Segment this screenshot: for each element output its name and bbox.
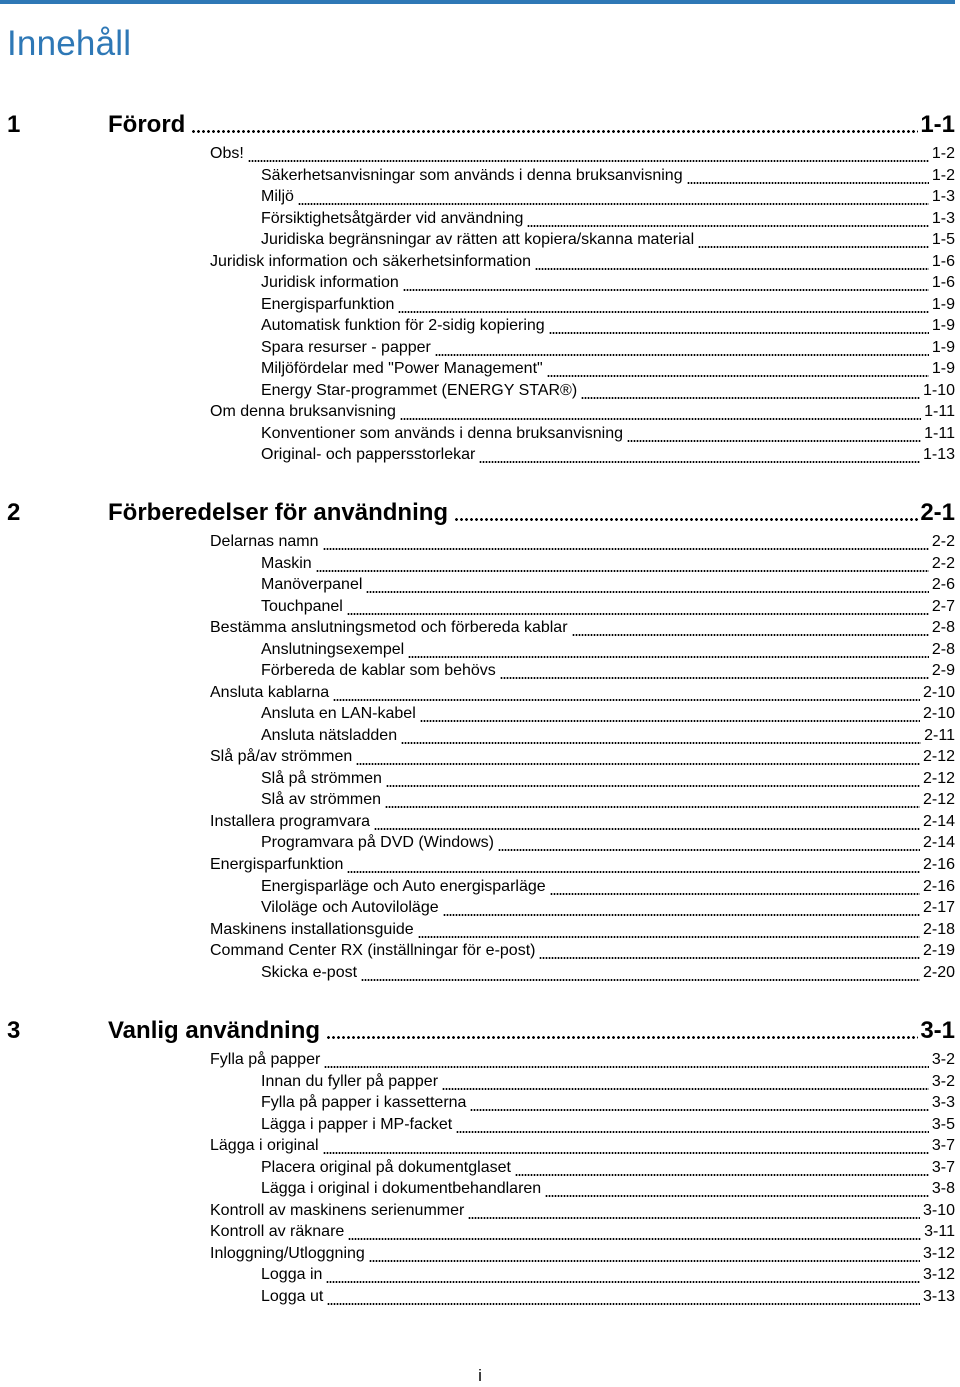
- entry-page-number: 2-10: [922, 705, 955, 723]
- toc-section-entry[interactable]: [210, 942, 955, 963]
- entry-page-number: 3-3: [931, 1094, 955, 1112]
- dot-leader: [550, 893, 920, 895]
- chapter-page-number: 3-1: [920, 1017, 955, 1044]
- chapter-number: 3: [7, 1017, 21, 1044]
- entry-title: Original- och pappersstorlekar: [261, 446, 476, 464]
- dot-leader: [454, 518, 918, 521]
- entry-title: Kontroll av räknare: [210, 1223, 345, 1241]
- entry-title: Placera original på dokumentglaset: [261, 1158, 511, 1176]
- entry-title: Energisparläge och Auto energisparläge: [261, 877, 546, 895]
- toc-section-entry[interactable]: [210, 145, 955, 166]
- entry-page-number: 3-13: [922, 1287, 955, 1305]
- entry-title: Juridiska begränsningar av rätten att kopiera/skanna material: [261, 231, 695, 249]
- entry-page-number: 2-20: [922, 963, 955, 981]
- chapter-number: 2: [7, 499, 21, 526]
- chapter-number: 1: [7, 111, 21, 138]
- dot-leader: [361, 979, 920, 981]
- entry-title: Ansluta kablarna: [210, 683, 330, 701]
- entry-title: Energisparfunktion: [210, 856, 344, 873]
- entry-title: Slå på strömmen: [261, 769, 382, 787]
- entry-title: Energy Star-programmet (ENERGY STAR®): [261, 381, 578, 399]
- entry-page-number: 2-8: [931, 619, 955, 637]
- dot-leader: [298, 203, 929, 205]
- dot-leader: [323, 1152, 929, 1154]
- entry-title: Ansluta nätsladden: [261, 726, 398, 744]
- toc-subsection-entry[interactable]: [261, 274, 955, 295]
- toc-subsection-entry[interactable]: [261, 1266, 955, 1287]
- entry-title: Fylla på papper: [210, 1051, 321, 1068]
- dot-leader: [356, 763, 920, 765]
- toc-section-entry[interactable]: [210, 684, 955, 705]
- toc-section-entry[interactable]: [210, 748, 955, 769]
- entry-title: Viloläge och Autoviloläge: [261, 899, 439, 916]
- dot-leader: [403, 289, 929, 291]
- entry-title: Kontroll av maskinens serienummer: [210, 1201, 465, 1219]
- entry-title: Konventioner som används i denna bruksanvisning: [261, 424, 624, 442]
- header-rule: [0, 0, 955, 4]
- entry-page-number: 3-7: [931, 1137, 955, 1155]
- toc-subsection-entry[interactable]: [261, 662, 955, 683]
- chapter-page-number: 2-1: [920, 499, 955, 526]
- entry-page-number: 1-3: [931, 209, 955, 227]
- dot-leader: [545, 1195, 929, 1197]
- toc-subsection-entry[interactable]: [261, 964, 955, 985]
- dot-leader: [327, 1303, 920, 1305]
- dot-leader: [527, 225, 929, 227]
- entry-page-number: 1-2: [931, 145, 955, 162]
- toc-subsection-entry[interactable]: [261, 878, 955, 899]
- toc-subsection-entry[interactable]: [261, 446, 955, 467]
- entry-page-number: 2-12: [922, 748, 955, 766]
- entry-title: Fylla på papper i kassetterna: [261, 1094, 467, 1112]
- toc-section-entry[interactable]: [210, 253, 955, 274]
- dot-leader: [326, 1281, 920, 1283]
- entry-page-number: 1-13: [922, 446, 955, 464]
- dot-leader: [323, 548, 929, 550]
- entry-title: Innan du fyller på papper: [261, 1072, 439, 1090]
- toc-subsection-entry[interactable]: [261, 425, 955, 446]
- entry-title: Lägga i papper i MP-facket: [261, 1115, 453, 1133]
- entry-title: Logga ut: [261, 1287, 324, 1305]
- entry-page-number: 1-9: [931, 317, 955, 335]
- entry-page-number: 2-11: [924, 726, 955, 744]
- dot-leader: [468, 1217, 920, 1219]
- dot-leader: [408, 656, 929, 658]
- dot-leader: [581, 397, 920, 399]
- entry-title: Inloggning/Utloggning: [210, 1244, 365, 1262]
- entry-title: Bestämma anslutningsmetod och förbereda kablar: [210, 619, 568, 637]
- entry-title: Skicka e-post: [261, 963, 358, 981]
- toc-section-entry[interactable]: [210, 533, 955, 554]
- entry-page-number: 1-11: [924, 403, 955, 421]
- entry-page-number: 2-14: [922, 812, 955, 830]
- dot-leader: [498, 849, 920, 851]
- chapter-page-number: 1-1: [920, 111, 955, 138]
- toc-section-entry[interactable]: [210, 403, 955, 424]
- entry-page-number: 1-9: [931, 295, 955, 313]
- entry-page-number: 1-9: [931, 360, 955, 378]
- dot-leader: [369, 1260, 920, 1262]
- dot-leader: [535, 268, 929, 270]
- dot-leader: [366, 591, 928, 593]
- entry-page-number: 1-10: [922, 381, 955, 399]
- entry-title: Delarnas namn: [210, 533, 319, 550]
- dot-leader: [418, 936, 920, 938]
- toc-subsection-entry[interactable]: [261, 770, 955, 791]
- dot-leader: [386, 785, 920, 787]
- entry-title: Förbereda de kablar som behövs: [261, 662, 496, 680]
- entry-page-number: 2-6: [931, 576, 955, 594]
- toc-subsection-entry[interactable]: [261, 791, 955, 812]
- entry-title: Touchpanel: [261, 597, 343, 615]
- dot-leader: [435, 354, 929, 356]
- toc-section-entry[interactable]: [210, 856, 955, 877]
- entry-page-number: 3-2: [931, 1072, 955, 1090]
- entry-page-number: 2-16: [922, 856, 955, 873]
- dot-leader: [698, 246, 929, 248]
- toc-section-entry[interactable]: [210, 1202, 955, 1223]
- toc-subsection-entry[interactable]: [261, 1159, 955, 1180]
- dot-leader: [191, 130, 918, 133]
- chapter-line: [108, 499, 955, 527]
- toc-section-entry[interactable]: [210, 619, 955, 640]
- entry-title: Slå på/av strömmen: [210, 748, 353, 766]
- toc-subsection-entry[interactable]: [261, 555, 955, 576]
- entry-page-number: 2-12: [922, 791, 955, 809]
- entry-page-number: 2-18: [922, 920, 955, 938]
- entry-page-number: 3-12: [922, 1266, 955, 1284]
- entry-page-number: 3-2: [931, 1051, 955, 1068]
- entry-page-number: 3-10: [922, 1201, 955, 1219]
- dot-leader: [515, 1174, 929, 1176]
- chapter-line: [108, 111, 955, 139]
- entry-page-number: 2-16: [922, 877, 955, 895]
- entry-title: Säkerhetsanvisningar som används i denna bruksanvisning: [261, 166, 683, 184]
- entry-title: Energisparfunktion: [261, 295, 395, 313]
- chapter-title: Vanlig användning: [108, 1017, 321, 1044]
- toc-section-entry[interactable]: [210, 813, 955, 834]
- toc-subsection-entry[interactable]: [261, 1073, 955, 1094]
- entry-title: Slå av strömmen: [261, 791, 382, 809]
- toc-subsection-entry[interactable]: [261, 210, 955, 231]
- dot-leader: [456, 1131, 929, 1133]
- entry-page-number: 2-2: [931, 554, 955, 572]
- dot-leader: [398, 311, 928, 313]
- dot-leader: [400, 418, 921, 420]
- dot-leader: [572, 634, 929, 636]
- chapter-title: Förord: [108, 111, 186, 138]
- toc-subsection-entry[interactable]: [261, 317, 955, 338]
- dot-leader: [420, 720, 920, 722]
- toc-subsection-entry[interactable]: [261, 296, 955, 317]
- toc-subsection-entry[interactable]: [261, 1116, 955, 1137]
- page-number: i: [478, 1366, 482, 1385]
- toc-subsection-entry[interactable]: [261, 834, 955, 855]
- toc-subsection-entry[interactable]: [261, 1094, 955, 1115]
- toc-subsection-entry[interactable]: [261, 705, 955, 726]
- dot-leader: [442, 1088, 929, 1090]
- dot-leader: [547, 375, 929, 377]
- entry-page-number: 1-6: [931, 274, 955, 292]
- toc-subsection-entry[interactable]: [261, 231, 955, 252]
- entry-page-number: 1-2: [931, 166, 955, 184]
- dot-leader: [549, 332, 929, 334]
- entry-page-number: 2-12: [922, 769, 955, 787]
- toc-subsection-entry[interactable]: [261, 598, 955, 619]
- entry-page-number: 2-2: [931, 533, 955, 550]
- entry-title: Command Center RX (inställningar för e-post): [210, 942, 536, 960]
- dot-leader: [348, 1238, 921, 1240]
- dot-leader: [479, 461, 920, 463]
- entry-page-number: 1-6: [931, 252, 955, 270]
- entry-page-number: 2-14: [922, 834, 955, 852]
- entry-page-number: 3-5: [931, 1115, 955, 1133]
- dot-leader: [248, 160, 929, 162]
- chapter-heading[interactable]: [0, 111, 955, 141]
- entry-page-number: 3-7: [931, 1158, 955, 1176]
- entry-title: Juridisk information och säkerhetsinformation: [210, 252, 532, 270]
- toc-subsection-entry[interactable]: [261, 1180, 955, 1201]
- toc-subsection-entry[interactable]: [261, 1288, 955, 1309]
- dot-leader: [326, 1036, 918, 1039]
- entry-page-number: 2-7: [931, 597, 955, 615]
- entry-title: Miljö: [261, 188, 294, 206]
- entry-page-number: 2-10: [922, 683, 955, 701]
- entry-page-number: 2-17: [922, 899, 955, 916]
- dot-leader: [539, 957, 920, 959]
- dot-leader: [687, 182, 929, 184]
- entry-title: Obs!: [210, 145, 244, 162]
- entry-page-number: 2-9: [931, 662, 955, 680]
- toc-subsection-entry[interactable]: [261, 727, 955, 748]
- entry-page-number: 3-11: [924, 1223, 955, 1241]
- entry-page-number: 1-11: [924, 424, 955, 442]
- entry-title: Lägga i original: [210, 1137, 319, 1155]
- chapter-heading[interactable]: [0, 1017, 955, 1047]
- entry-title: Automatisk funktion för 2-sidig kopiering: [261, 317, 545, 335]
- dot-leader: [627, 440, 921, 442]
- dot-leader: [401, 742, 921, 744]
- entry-page-number: 2-19: [922, 942, 955, 960]
- entry-title: Försiktighetsåtgärder vid användning: [261, 209, 524, 227]
- toc-subsection-entry[interactable]: [261, 899, 955, 920]
- dot-leader: [347, 871, 920, 873]
- dot-leader: [443, 914, 920, 916]
- toc-section-entry[interactable]: [210, 1223, 955, 1244]
- entry-title: Maskin: [261, 554, 312, 572]
- entry-title: Logga in: [261, 1266, 323, 1284]
- dot-leader: [316, 570, 929, 572]
- entry-page-number: 2-8: [931, 640, 955, 658]
- entry-title: Lägga i original i dokumentbehandlaren: [261, 1180, 542, 1198]
- dot-leader: [347, 613, 929, 615]
- entry-title: Miljöfördelar med "Power Management": [261, 360, 543, 378]
- dot-leader: [470, 1109, 928, 1111]
- toc-section-entry[interactable]: [210, 1051, 955, 1072]
- entry-page-number: 3-8: [931, 1180, 955, 1198]
- toc-subsection-entry[interactable]: [261, 382, 955, 403]
- toc-subsection-entry[interactable]: [261, 641, 955, 662]
- entry-title: Manöverpanel: [261, 576, 363, 594]
- dot-leader: [500, 677, 929, 679]
- entry-page-number: 1-5: [931, 231, 955, 249]
- entry-title: Ansluta en LAN-kabel: [261, 705, 416, 723]
- entry-title: Anslutningsexempel: [261, 640, 405, 658]
- toc-subsection-entry[interactable]: [261, 360, 955, 381]
- dot-leader: [324, 1066, 929, 1068]
- toc-subsection-entry[interactable]: [261, 576, 955, 597]
- toc-subsection-entry[interactable]: [261, 339, 955, 360]
- toc-subsection-entry[interactable]: [261, 167, 955, 188]
- toc-section-entry[interactable]: [210, 921, 955, 942]
- entry-page-number: 1-9: [931, 338, 955, 356]
- entry-title: Installera programvara: [210, 812, 371, 830]
- dot-leader: [333, 699, 920, 701]
- entry-page-number: 3-12: [922, 1244, 955, 1262]
- dot-leader: [374, 828, 920, 830]
- entry-title: Juridisk information: [261, 274, 399, 292]
- entry-title: Programvara på DVD (Windows): [261, 834, 494, 852]
- toc-subsection-entry[interactable]: [261, 188, 955, 209]
- entry-title: Om denna bruksanvisning: [210, 403, 396, 421]
- toc-section-entry[interactable]: [210, 1245, 955, 1266]
- entry-page-number: 1-3: [931, 188, 955, 206]
- entry-title: Maskinens installationsguide: [210, 920, 414, 938]
- page-title: Innehåll: [7, 24, 132, 63]
- chapter-title: Förberedelser för användning: [108, 499, 449, 526]
- chapter-heading[interactable]: [0, 499, 955, 529]
- dot-leader: [385, 806, 920, 808]
- chapter-line: [108, 1017, 955, 1045]
- toc-section-entry[interactable]: [210, 1137, 955, 1158]
- entry-title: Spara resurser - papper: [261, 338, 431, 356]
